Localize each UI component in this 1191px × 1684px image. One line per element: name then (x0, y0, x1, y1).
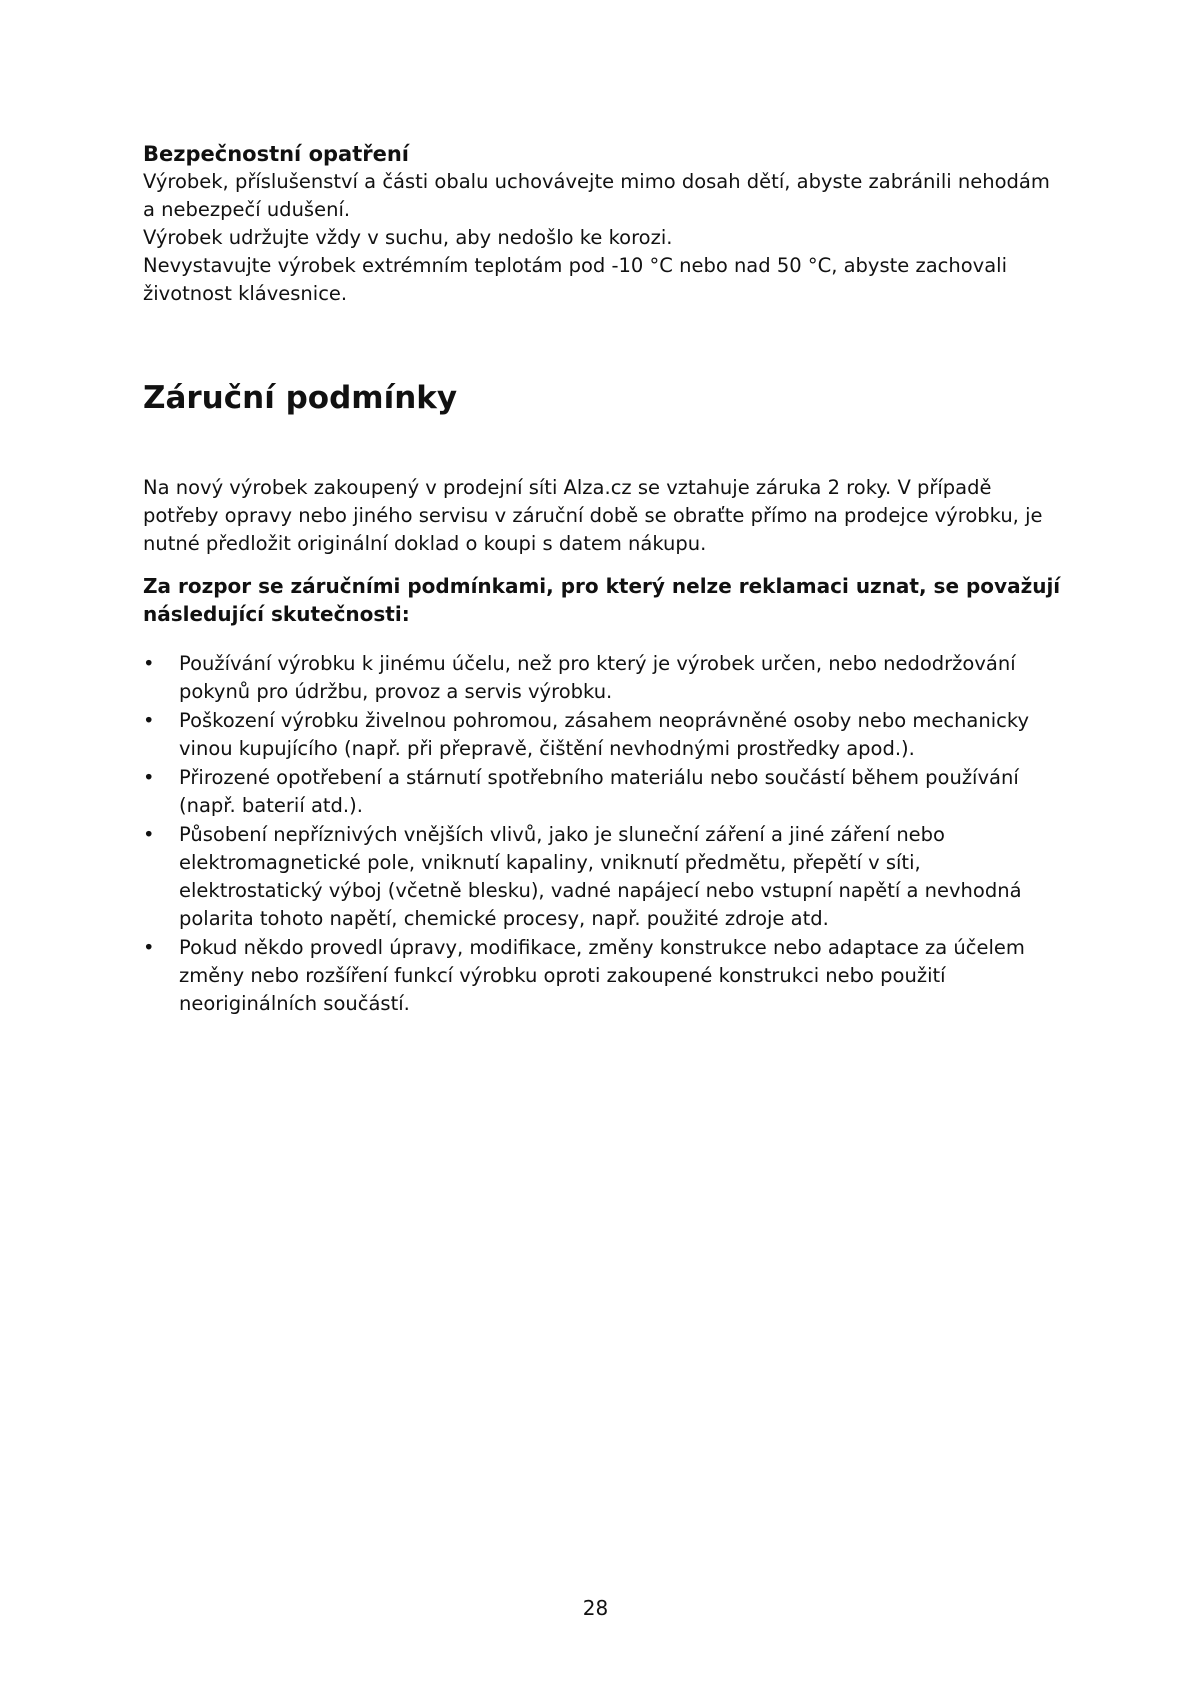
list-item-text: Přirozené opotřebení a stárnutí spotřebního materiálu nebo součástí během používání (např. baterií atd.). (179, 766, 1019, 817)
bullet-icon: • (143, 823, 155, 846)
safety-paragraph: Výrobek, příslušenství a části obalu uchovávejte mimo dosah dětí, abyste zabránili nehodám a nebezpečí udušení. (143, 170, 1050, 221)
safety-title: Bezpečnostní opatření (143, 142, 409, 166)
bullet-icon: • (143, 709, 155, 732)
list-item-text: Poškození výrobku živelnou pohromou, zásahem neoprávněné osoby nebo mechanicky vinou kupujícího (např. při přepravě, čištění nevhodnými prostředky apod.). (179, 709, 1030, 760)
list-item (143, 650, 1063, 706)
warranty-heading: Záruční podmínky (143, 380, 458, 416)
bullet-icon: • (143, 936, 155, 959)
document-page (143, 140, 1063, 1019)
safety-paragraph: Nevystavujte výrobek extrémním teplotám pod -10 °C nebo nad 50 °C, abyste zachovali životnost klávesnice. (143, 254, 1007, 305)
warranty-intro: Na nový výrobek zakoupený v prodejní síti Alza.cz se vztahuje záruka 2 roky. V případě potřeby opravy nebo jiného servisu v záruční době se obraťte přímo na prodejce výrobku, je nutné předložit originální doklad o koupi s datem nákupu. (143, 476, 1043, 555)
bullet-icon: • (143, 766, 155, 789)
list-item (143, 764, 1063, 820)
warranty-section (143, 378, 1063, 1018)
bullet-icon: • (143, 652, 155, 675)
list-item-text: Působení nepříznivých vnějších vlivů, jako je sluneční záření a jiné záření nebo elektromagnetické pole, vniknutí kapaliny, vniknutí předmětu, přepětí v síti, elektrostatický výboj (včetně blesku), vadné napájecí nebo vstupní napětí a nevhodná polarita tohoto napětí, chemické procesy, např. použité zdroje atd. (179, 823, 1022, 930)
list-item (143, 934, 1063, 1018)
list-item (143, 707, 1063, 763)
warranty-subtitle: Za rozpor se záručními podmínkami, pro který nelze reklamaci uznat, se považují následující skutečnosti: (143, 574, 1061, 626)
safety-paragraph: Výrobek udržujte vždy v suchu, aby nedošlo ke korozi. (143, 226, 673, 249)
safety-section (143, 140, 1063, 308)
page-number: 28 (582, 1596, 609, 1620)
warranty-exclusions-list (143, 650, 1063, 1018)
list-item (143, 821, 1063, 933)
list-item-text: Pokud někdo provedl úpravy, modifikace, změny konstrukce nebo adaptace za účelem změny nebo rozšíření funkcí výrobku oproti zakoupené konstrukci nebo použití neoriginálních součástí. (179, 936, 1025, 1015)
list-item-text: Používání výrobku k jinému účelu, než pro který je výrobek určen, nebo nedodržování pokynů pro údržbu, provoz a servis výrobku. (179, 652, 1016, 703)
